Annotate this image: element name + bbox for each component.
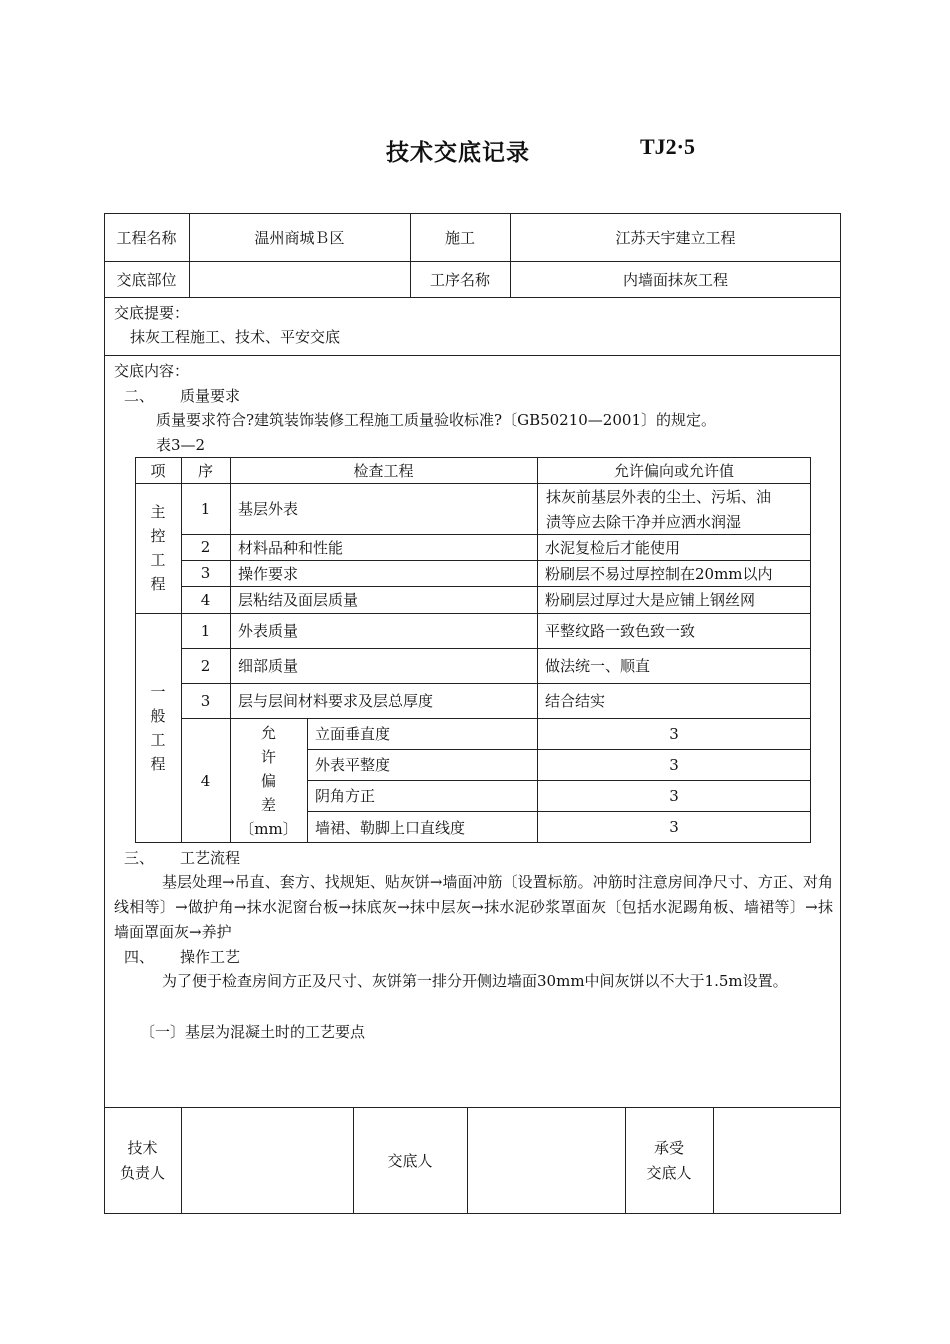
- deviation-no: 4: [200, 771, 211, 790]
- subsection-1: 〔一〕基层为混凝土时的工艺要点: [140, 1023, 366, 1041]
- process-value: 内墙面抹灰工程: [622, 270, 728, 289]
- deviation-row-4-value: 3: [669, 818, 679, 836]
- general-row-3-check: 层与层间材料要求及层总厚度: [238, 692, 434, 710]
- document-code: TJ2·5: [640, 134, 696, 159]
- main-row-3-tolerance: 粉刷层不易过厚控制在20mm以内: [545, 564, 773, 583]
- project-name-label: 工程名称: [116, 228, 177, 247]
- general-row-2-no: 2: [200, 656, 211, 675]
- section-2-number: 二、: [124, 387, 155, 405]
- builder-value: 江苏天宇建立工程: [615, 228, 736, 247]
- deviation-label-char: 允: [260, 723, 276, 742]
- deviation-row-1-value: 3: [669, 724, 679, 743]
- group-general-label: 一般工程: [150, 683, 166, 773]
- summary-label: 交底提要：: [114, 304, 190, 322]
- deviation-row-1-item: 立面垂直度: [315, 725, 391, 743]
- section-3-text: 基层处理→吊直、套方、找规矩、贴灰饼→墙面冲筋〔设置标筋。冲筋时注意房间净尺寸、方正、对角线相等〕→做护角→抹水泥窗台板→抹底灰→抹中层灰→抹水泥砂浆罩面灰〔包括水泥踢角板、墙裙等〕→抹墙面罩面灰→养护: [114, 873, 833, 941]
- general-row-1-no: 1: [200, 621, 211, 640]
- deviation-row-2-value: 3: [669, 755, 679, 774]
- document-title: 技术交底记录: [386, 139, 530, 166]
- discloser-label: 交底人: [387, 1152, 433, 1170]
- general-row-2-check: 细部质量: [238, 657, 299, 675]
- section-4-title: 操作工艺: [180, 948, 241, 966]
- tech-lead-label-line-2: 负责人: [119, 1163, 165, 1182]
- general-row-1-tolerance: 平整纹路一致色致一致: [545, 622, 696, 640]
- section-4-text: 为了便于检查房间方正及尺寸、灰饼第一排分开侧边墙面30mm中间灰饼以不大于1.5m设置。: [162, 972, 788, 990]
- part-value: [189, 261, 410, 297]
- col-header-tolerance: 允许偏向或允许值: [613, 461, 734, 480]
- table-caption: 表3—2: [156, 436, 206, 454]
- main-row-1-tolerance-line-2: 渍等应去除干净并应洒水润湿: [546, 513, 742, 531]
- main-row-4-tolerance: 粉刷层过厚过大是应铺上钢丝网: [545, 591, 756, 609]
- deviation-label-char: 差: [260, 795, 276, 814]
- deviation-label: [230, 718, 307, 843]
- content-label: 交底内容：: [114, 362, 190, 380]
- group-main-label: 主控工程: [150, 503, 166, 593]
- receiver-label-line-1: 承受: [653, 1138, 684, 1157]
- receiver-signature[interactable]: [713, 1107, 841, 1214]
- section-3-title: 工艺流程: [180, 849, 241, 867]
- deviation-label-char: 偏: [260, 771, 276, 790]
- general-row-3-no: 3: [200, 691, 211, 710]
- deviation-label-char: 许: [260, 747, 276, 766]
- summary-text: 抹灰工程施工、技术、平安交底: [130, 328, 341, 346]
- discloser-signature[interactable]: [467, 1107, 625, 1214]
- project-name-value: 温州商城Ｂ区: [254, 228, 345, 247]
- main-row-1-tolerance-line-1: 抹灰前基层外表的尘土、污垢、油: [546, 488, 772, 506]
- receiver-label-line-2: 交底人: [646, 1163, 692, 1182]
- rule: [104, 297, 841, 298]
- deviation-row-4-item: 墙裙、勒脚上口直线度: [315, 818, 466, 837]
- section-2-text: 质量要求符合?建筑装饰装修工程施工质量验收标准?〔GB50210—2001〕的规定。: [156, 411, 716, 429]
- section-2-title: 质量要求: [180, 387, 241, 405]
- part-label: 交底部位: [116, 270, 177, 289]
- main-row-3-check: 操作要求: [238, 564, 299, 583]
- tech-lead-label: [104, 1107, 181, 1214]
- col-header-check: 检查工程: [353, 461, 414, 480]
- general-row-2-tolerance: 做法统一、顺直: [545, 657, 651, 675]
- process-label: 工序名称: [429, 270, 490, 289]
- document-title-row: [0, 134, 950, 164]
- receiver-label: [625, 1107, 713, 1214]
- deviation-row-3-item: 阴角方正: [315, 787, 376, 805]
- main-row-3-no: 3: [200, 564, 211, 582]
- main-row-2-tolerance: 水泥复检后才能使用: [545, 538, 681, 557]
- section-3-number: 三、: [124, 849, 155, 867]
- builder-label: 施工: [444, 228, 475, 247]
- col-header-no: 序: [197, 461, 213, 480]
- main-row-2-no: 2: [200, 538, 211, 556]
- general-row-3-tolerance: 结合结实: [545, 692, 606, 710]
- tech-lead-label-line-1: 技术: [127, 1138, 158, 1157]
- general-row-1-check: 外表质量: [238, 622, 299, 640]
- deviation-row-2-item: 外表平整度: [315, 756, 391, 774]
- main-row-4-no: 4: [200, 590, 211, 609]
- tech-lead-signature[interactable]: [181, 1107, 353, 1214]
- deviation-label-unit: 〔mm〕: [239, 819, 298, 838]
- main-row-1-no: 1: [200, 499, 211, 518]
- main-row-1-check: 基层外表: [238, 500, 299, 518]
- col-header-item: 项: [150, 461, 166, 480]
- deviation-row-3-value: 3: [669, 786, 679, 805]
- section-4-number: 四、: [124, 948, 155, 966]
- main-row-4-check: 层粘结及面层质量: [238, 591, 359, 609]
- rule: [104, 355, 841, 356]
- main-row-2-check: 材料品种和性能: [238, 538, 344, 557]
